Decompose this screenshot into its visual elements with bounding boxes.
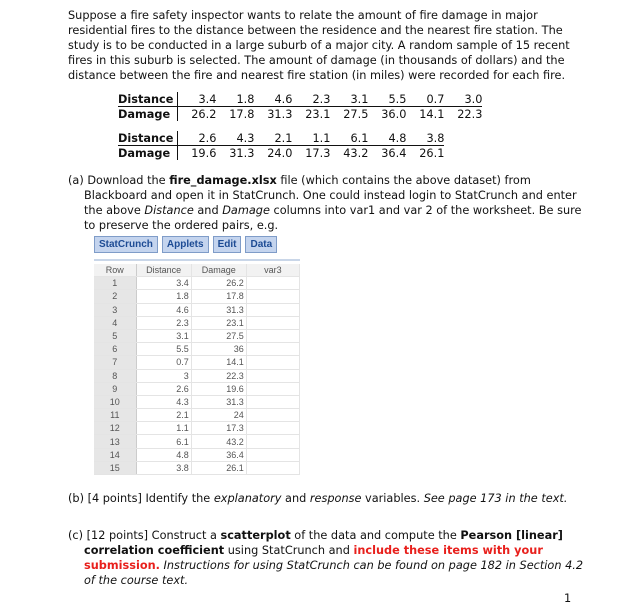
- text: and: [281, 492, 310, 505]
- table-row: [94, 461, 300, 474]
- column-header: var3: [246, 264, 299, 277]
- cell: 1.8: [216, 92, 254, 107]
- menu-statcrunch[interactable]: StatCrunch: [94, 236, 158, 253]
- menu-applets[interactable]: Applets: [162, 236, 209, 253]
- cell: 36.4: [191, 448, 246, 461]
- cell: 3.4: [178, 92, 217, 107]
- cell: 3.4: [136, 277, 191, 290]
- table-row: [94, 277, 300, 290]
- row-number: 3: [94, 303, 136, 316]
- table-row: [94, 343, 300, 356]
- row-number: 1: [94, 277, 136, 290]
- table-row: [94, 316, 300, 329]
- part-b: [68, 491, 594, 506]
- row-number: 14: [94, 448, 136, 461]
- table-row: [118, 131, 444, 146]
- cell: [246, 422, 299, 435]
- text: scatterplot: [220, 529, 291, 542]
- row-number: 5: [94, 329, 136, 342]
- row-header: Distance: [118, 131, 178, 146]
- table-row: [94, 303, 300, 316]
- cell: 5.5: [368, 92, 406, 107]
- cell: 43.2: [191, 435, 246, 448]
- cell: 4.3: [136, 395, 191, 408]
- cell: 4.6: [254, 92, 292, 107]
- text: columns into var1 and var 2 of the worksheet. Be sure to preserve the ordered pairs, e.g.: [84, 204, 582, 232]
- cell: 31.3: [191, 395, 246, 408]
- cell: 26.2: [191, 107, 217, 121]
- cell: 31.3: [191, 303, 246, 316]
- cell: 0.7: [406, 92, 444, 107]
- table-row: [94, 422, 300, 435]
- cell: [246, 316, 299, 329]
- statcrunch-menu: [94, 236, 300, 261]
- cell: 17.3: [191, 422, 246, 435]
- row-number: 12: [94, 422, 136, 435]
- cell: 2.1: [254, 131, 292, 146]
- data-table-1: [118, 92, 482, 121]
- cell: [246, 303, 299, 316]
- cell: 5.5: [136, 343, 191, 356]
- row-number: 11: [94, 409, 136, 422]
- text: variables.: [361, 492, 424, 505]
- cell: 31.3: [267, 107, 293, 121]
- cell: 3.1: [136, 329, 191, 342]
- cell: 36.4: [381, 146, 407, 160]
- cell: 24.0: [267, 146, 293, 160]
- text: Instructions for using StatCrunch can be found on page 182 in Section 4.2 of the course text.: [84, 559, 584, 587]
- column-header: Row: [94, 264, 136, 277]
- cell: 27.5: [343, 107, 369, 121]
- table-row: [94, 356, 300, 369]
- table-row: [94, 409, 300, 422]
- row-number: 7: [94, 356, 136, 369]
- text: (b) [4 points] Identify the: [68, 492, 214, 505]
- cell: 3.8: [136, 461, 191, 474]
- cell: 31.3: [229, 146, 255, 160]
- menu-data[interactable]: Data: [245, 236, 277, 253]
- cell: 2.6: [178, 131, 217, 146]
- cell: 36.0: [381, 107, 407, 121]
- cell: 4.6: [136, 303, 191, 316]
- cell: 17.3: [305, 146, 331, 160]
- cell: [246, 409, 299, 422]
- column-header: Damage: [191, 264, 246, 277]
- text: explanatory: [213, 492, 282, 505]
- cell: [246, 277, 299, 290]
- row-header: Distance: [118, 92, 178, 107]
- table-row: [94, 448, 300, 461]
- part-c: [68, 528, 594, 588]
- cell: 22.3: [191, 369, 246, 382]
- cell: 3.8: [406, 131, 444, 146]
- cell: [246, 290, 299, 303]
- cell: 36: [191, 343, 246, 356]
- table-row: [94, 290, 300, 303]
- cell: 19.6: [191, 382, 246, 395]
- cell: 1.8: [136, 290, 191, 303]
- table-row: [94, 369, 300, 382]
- intro-paragraph: Suppose a fire safety inspector wants to relate the amount of fire damage in major residential fires to the distance between the residence and the nearest fire station. The study is to be conducted in a large suburb of a major city. A random sample of 15 recent fires in this suburb is selected. The amount of damage (in thousands of dollars) and the distance between the fire and nearest fire station (in miles) were recorded for each fire.: [68, 9, 570, 82]
- text: using StatCrunch and: [224, 544, 354, 557]
- row-header: Damage: [118, 146, 178, 161]
- text: Distance: [144, 204, 194, 217]
- text: (c) [12 points] Construct a: [68, 529, 221, 542]
- file-name: fire_damage.xlsx: [169, 174, 277, 187]
- table-row: [118, 92, 482, 107]
- cell: 6.1: [136, 435, 191, 448]
- cell: [246, 343, 299, 356]
- cell: 19.6: [191, 146, 217, 160]
- cell: 26.1: [419, 146, 445, 160]
- cell: 26.1: [191, 461, 246, 474]
- statcrunch-screenshot: [94, 236, 300, 475]
- table-row: [118, 146, 444, 161]
- cell: [246, 356, 299, 369]
- cell: 2.1: [136, 409, 191, 422]
- cell: 22.3: [457, 107, 483, 121]
- text: file (which contains the above dataset) from Blackboard and open it in StatCrunch. One could instead login to StatCrunch and enter the above: [84, 174, 577, 217]
- column-header: Distance: [136, 264, 191, 277]
- cell: 14.1: [419, 107, 445, 121]
- cell: 27.5: [191, 329, 246, 342]
- cell: [246, 461, 299, 474]
- cell: 3: [136, 369, 191, 382]
- row-number: 6: [94, 343, 136, 356]
- cell: 6.1: [330, 131, 368, 146]
- cell: [246, 448, 299, 461]
- cell: 0.7: [136, 356, 191, 369]
- cell: 17.8: [191, 290, 246, 303]
- cell: 2.6: [136, 382, 191, 395]
- cell: [246, 435, 299, 448]
- row-number: 9: [94, 382, 136, 395]
- cell: 23.1: [305, 107, 331, 121]
- cell: 23.1: [191, 316, 246, 329]
- cell: [246, 382, 299, 395]
- cell: 3.0: [444, 92, 482, 107]
- text: Pearson [linear] correlation coefficient: [84, 529, 563, 557]
- row-number: 13: [94, 435, 136, 448]
- menu-edit[interactable]: Edit: [213, 236, 242, 253]
- row-header: Damage: [118, 107, 178, 122]
- row-number: 2: [94, 290, 136, 303]
- worksheet-grid: [94, 264, 300, 475]
- text: (a) Download the: [68, 174, 170, 187]
- table-row: [94, 329, 300, 342]
- cell: 3.1: [330, 92, 368, 107]
- cell: [246, 329, 299, 342]
- cell: 24: [191, 409, 246, 422]
- text: See page 173 in the text.: [423, 492, 568, 505]
- cell: 17.8: [229, 107, 255, 121]
- cell: 1.1: [292, 131, 330, 146]
- cell: 4.8: [368, 131, 406, 146]
- text: of the data and compute the: [290, 529, 461, 542]
- row-number: 15: [94, 461, 136, 474]
- table-row: [94, 395, 300, 408]
- cell: 43.2: [343, 146, 369, 160]
- cell: [246, 369, 299, 382]
- cell: 14.1: [191, 356, 246, 369]
- table-row: [94, 435, 300, 448]
- row-number: 4: [94, 316, 136, 329]
- text: and: [193, 204, 223, 217]
- part-a: [68, 173, 594, 233]
- cell: 1.1: [136, 422, 191, 435]
- table-row: [118, 107, 482, 122]
- page-number: 1: [564, 592, 572, 605]
- text: include these items with your submission.: [84, 544, 543, 572]
- data-table-2: [118, 131, 444, 160]
- cell: 26.2: [191, 277, 246, 290]
- cell: 2.3: [292, 92, 330, 107]
- cell: [246, 395, 299, 408]
- text: Damage: [222, 204, 270, 217]
- grid-header: [94, 264, 300, 277]
- cell: 4.3: [216, 131, 254, 146]
- table-row: [94, 382, 300, 395]
- text: response: [309, 492, 362, 505]
- cell: 4.8: [136, 448, 191, 461]
- row-number: 8: [94, 369, 136, 382]
- cell: 2.3: [136, 316, 191, 329]
- row-number: 10: [94, 395, 136, 408]
